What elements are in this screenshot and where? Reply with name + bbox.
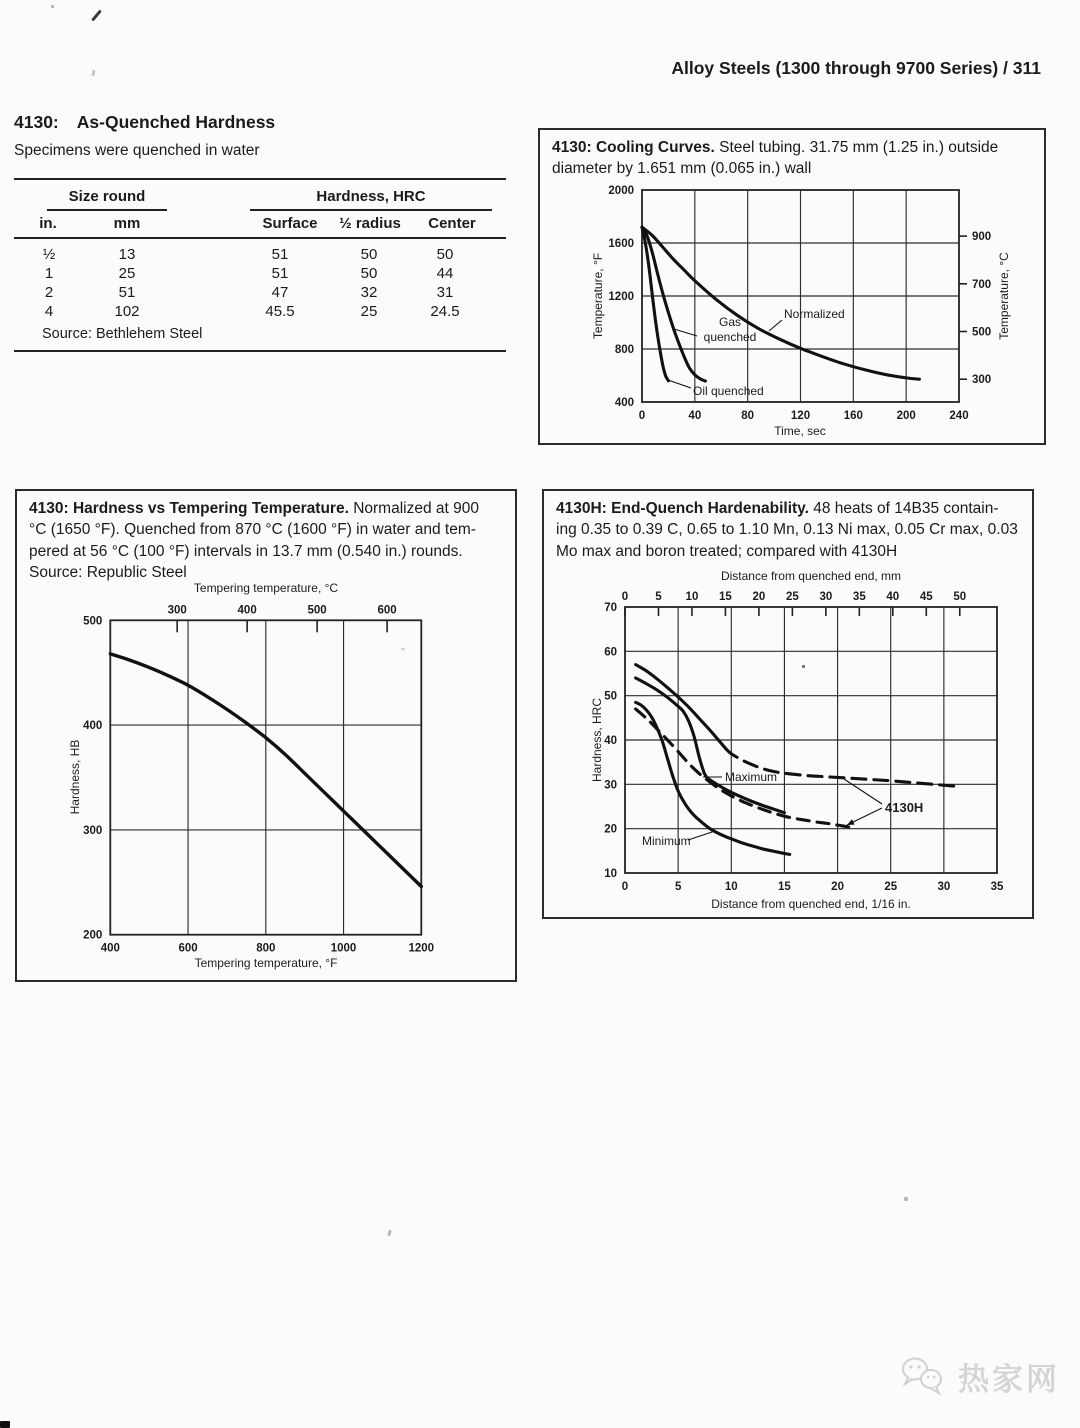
table-rule-header [14,237,506,239]
top-tick-label: 40 [886,591,900,603]
top-tick-label: 300 [167,604,187,617]
table-cell: 1 [44,265,54,282]
x-tick-label: 800 [256,942,276,955]
y-tick-label: 20 [604,823,617,836]
axis-title: Time, sec [774,424,826,438]
table-column-header: Surface [262,215,318,232]
top-tick-label: 35 [852,591,866,603]
table-heading [14,112,275,133]
table-column-header: mm [113,215,141,232]
top-tick-label: 45 [919,591,933,603]
table-column-header: in. [39,215,57,232]
table-cell: 51 [118,284,136,301]
figure-title-line: ing 0.35 to 0.39 C, 0.65 to 1.10 Mn, 0.13 Ni max, 0.05 Cr max, 0.03 [556,521,1018,539]
x-tick-label: 10 [724,881,738,893]
curve-label: Normalized [784,307,845,321]
y-tick-label: 1200 [608,291,634,303]
y-tick-label: 400 [83,720,103,733]
curve-label: Gas [718,315,742,329]
axis-title: Hardness, HRC [590,697,604,783]
wechat-bubbles-icon [900,1352,952,1400]
y2-tick-label: 300 [972,374,992,387]
table-heading-code: 4130: [14,112,59,132]
tempering-chart [17,491,515,980]
y-tick-label: 30 [604,779,617,792]
table-column-header: Center [428,215,476,232]
table-cell: 47 [271,284,289,301]
y-tick-label: 70 [604,602,617,614]
figure-end-quench-hardenability [542,489,1034,919]
table-column-header: ½ radius [339,215,401,232]
top-tick-label: 30 [819,591,833,603]
x-tick-label: 35 [990,881,1004,893]
figure-title-line: 4130H: End-Quench Hardenability. 48 heats of 14B35 contain- [556,500,999,517]
x-tick-label: 160 [843,410,863,422]
table-cell: 31 [436,284,454,301]
curve-label: Maximum [725,770,778,784]
x-tick-label: 5 [674,881,682,893]
axis-title: Tempering temperature, °C [193,581,339,595]
scan-artifact [51,5,54,8]
top-tick-label: 0 [621,591,629,603]
axis-title: Distance from quenched end, mm [720,569,902,583]
table-cell: 2 [44,284,54,301]
axis-title: Temperature, °C [997,252,1011,340]
scan-artifact [387,1230,391,1237]
top-tick-label: 5 [655,591,662,603]
curve-4130h-minimum [636,709,852,827]
curve-maximum-48-heats-of-14b35- [636,678,785,813]
x-tick-label: 80 [741,410,755,422]
hardenability-chart [544,491,1032,917]
as-quenched-hardness-table [14,178,506,354]
table-group-underline [47,209,167,211]
y-tick-label: 1600 [608,238,634,250]
x-tick-label: 40 [688,410,702,422]
table-source: Source: Bethlehem Steel [42,326,203,342]
y2-tick-label: 700 [972,278,992,291]
figure-title-line: diameter by 1.651 mm (0.065 in.) wall [552,160,812,178]
x-tick-label: 25 [884,881,898,893]
top-tick-label: 15 [719,591,732,603]
figure-title-line: 4130: Hardness vs Tempering Temperature. Normalized at 900 [29,500,479,517]
curve-gas-quenched [642,227,705,381]
top-tick-label: 600 [377,604,397,617]
table-cell: 25 [360,303,378,320]
axis-title: Distance from quenched end, 1/16 in. [711,897,911,911]
x-tick-label: 1000 [330,942,357,955]
table-cell: 50 [360,246,378,263]
y-tick-label: 300 [83,824,103,837]
top-tick-label: 25 [785,591,799,603]
table-cell: 51 [271,246,289,263]
x-tick-label: 400 [100,942,120,955]
figure-cooling-curves [538,128,1046,445]
y-tick-label: 2000 [608,185,634,197]
table-group-header: Hardness, HRC [316,188,426,205]
x-tick-label: 200 [896,410,916,422]
table-cell: 44 [436,265,454,282]
y-tick-label: 400 [614,397,634,409]
y-tick-label: 60 [604,646,617,659]
table-group-underline [250,209,492,211]
y-tick-label: 200 [83,929,103,942]
y-tick-label: 40 [604,735,617,747]
top-tick-label: 400 [237,604,257,617]
table-cell: 13 [118,246,136,263]
figure-title-line: Source: Republic Steel [29,563,187,581]
x-tick-label: 0 [621,881,629,893]
table-subtitle: Specimens were quenched in water [14,142,260,159]
table-cell: 4 [44,303,54,320]
axis-title: Tempering temperature, °F [194,956,338,970]
y2-tick-label: 900 [972,231,992,244]
figure-title-line: Mo max and boron treated; compared with 4130H [556,542,898,560]
y-tick-label: 10 [604,868,617,880]
curve-label: quenched [703,330,757,344]
y2-tick-label: 500 [972,326,992,339]
x-tick-label: 15 [778,881,791,893]
x-tick-label: 20 [831,881,844,893]
top-tick-label: 20 [752,591,766,603]
top-tick-label: 10 [685,591,699,603]
table-rule-top [14,178,506,180]
cooling-curves-chart [540,130,1044,443]
x-tick-label: 0 [638,410,646,422]
table-rule-bottom [14,350,506,352]
x-tick-label: 240 [949,410,969,422]
watermark-text: 热家网 [958,1361,1060,1397]
table-cell: ½ [42,246,56,263]
scan-artifact [92,70,96,76]
y-tick-label: 500 [83,615,103,628]
y-tick-label: 800 [614,344,634,356]
table-cell: 45.5 [265,303,295,320]
axis-title: Hardness, HB [68,739,82,815]
watermark [900,1352,1060,1400]
table-group-header: Size round [68,188,146,205]
x-tick-label: 120 [790,410,811,422]
scan-artifact [0,1421,10,1428]
top-tick-label: 50 [953,591,967,603]
table-cell: 50 [436,246,454,263]
x-tick-label: 1200 [408,942,435,955]
x-tick-label: 600 [178,942,198,955]
figure-hardness-vs-tempering [15,489,517,982]
table-cell: 32 [360,284,378,301]
page-header: Alloy Steels (1300 through 9700 Series) / 311 [671,58,1041,78]
x-tick-label: 30 [937,881,951,893]
table-heading-title: As-Quenched Hardness [76,112,276,132]
scan-artifact [401,648,405,650]
table-cell: 102 [114,303,140,320]
scan-artifact [91,10,102,22]
y-tick-label: 50 [604,690,617,703]
scan-artifact [904,1197,908,1201]
figure-title-line: 4130: Cooling Curves. Steel tubing. 31.75 mm (1.25 in.) outside [552,139,999,156]
figure-title-line: °C (1650 °F). Quenched from 870 °C (1600 °F) in water and tem- [29,521,476,539]
table-cell: 50 [360,265,378,282]
curve-label: Oil quenched [693,384,764,398]
figure-title-line: pered at 56 °C (100 °F) intervals in 13.7 mm (0.540 in.) rounds. [29,542,463,560]
table-cell: 25 [118,265,136,282]
scan-artifact [802,665,805,668]
axis-title: Temperature, °F [591,252,605,340]
table-cell: 51 [271,265,289,282]
top-tick-label: 500 [307,604,327,617]
table-cell: 24.5 [430,303,460,320]
curve-label: 4130H [885,800,924,815]
curve-label: Minimum [642,834,691,848]
